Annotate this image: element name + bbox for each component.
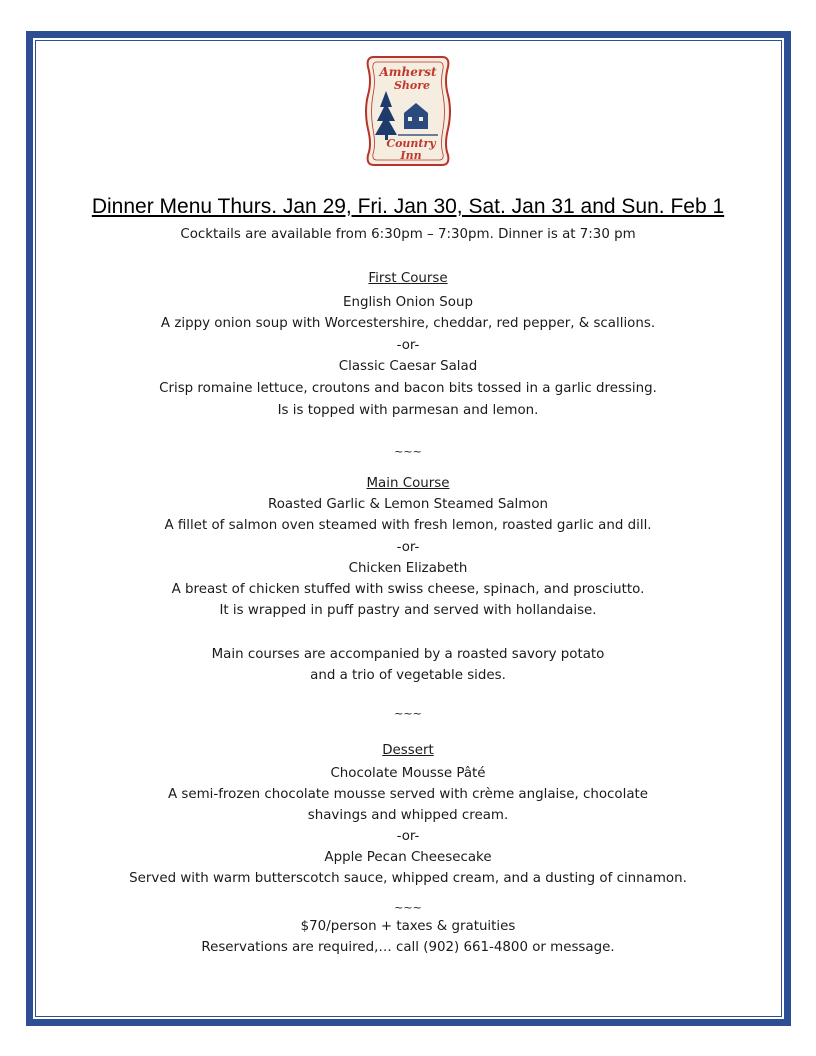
intro-text: Cocktails are available from 6:30pm – 7:30pm. Dinner is at 7:30 pm [180,227,636,242]
main-course-option2-desc1: A breast of chicken stuffed with swiss cheese, spinach, and prosciutto. [171,582,645,597]
main-course-note1: Main courses are accompanied by a roasted savory potato [211,647,605,662]
dessert-option1-name: Chocolate Mousse Pâté [330,766,486,781]
svg-text:Amherst: Amherst [379,65,437,79]
first-course-option1-desc: A zippy onion soup with Worcestershire, cheddar, red pepper, & scallions. [160,316,656,331]
separator-2: ~~~ [394,707,422,720]
dessert-option1-desc1: A semi-frozen chocolate mousse served with crème anglaise, chocolate [167,787,649,802]
main-course-option1-desc: A fillet of salmon oven steamed with fresh lemon, roasted garlic and dill. [164,518,652,533]
first-course-or: -or- [396,338,420,353]
main-course-or: -or- [396,540,420,555]
first-course-option1-name: English Onion Soup [343,295,473,310]
dessert-option1-desc2: shavings and whipped cream. [307,808,509,823]
first-course-option2-desc2: Is is topped with parmesan and lemon. [277,403,539,418]
dessert-or: -or- [396,829,420,844]
main-course-note2: and a trio of vegetable sides. [310,668,506,683]
separator-1: ~~~ [394,445,422,458]
price-text: $70/person + taxes & gratuities [300,919,516,934]
first-course-option2-name: Classic Caesar Salad [338,359,478,374]
inn-logo [364,51,452,171]
svg-text:Country: Country [386,137,436,150]
main-course-heading: Main Course [366,476,450,491]
svg-text:Inn: Inn [400,149,422,162]
svg-text:Shore: Shore [393,79,431,92]
main-course-option2-desc2: It is wrapped in puff pastry and served with hollandaise. [219,603,597,618]
first-course-heading: First Course [368,271,448,286]
separator-3: ~~~ [394,901,422,914]
dessert-option2-desc: Served with warm butterscotch sauce, whipped cream, and a dusting of cinnamon. [129,871,687,886]
first-course-option2-desc1: Crisp romaine lettuce, croutons and bacon bits tossed in a garlic dressing. [159,381,657,396]
main-course-option2-name: Chicken Elizabeth [348,561,468,576]
main-course-option1-name: Roasted Garlic & Lemon Steamed Salmon [268,497,548,512]
dessert-option2-name: Apple Pecan Cheesecake [324,850,492,865]
menu-title: Dinner Menu Thurs. Jan 29, Fri. Jan 30, Sat. Jan 31 and Sun. Feb 1 [91,195,725,218]
dessert-heading: Dessert [382,743,434,758]
reservations-text: Reservations are required,… call (902) 661-4800 or message. [201,940,615,955]
